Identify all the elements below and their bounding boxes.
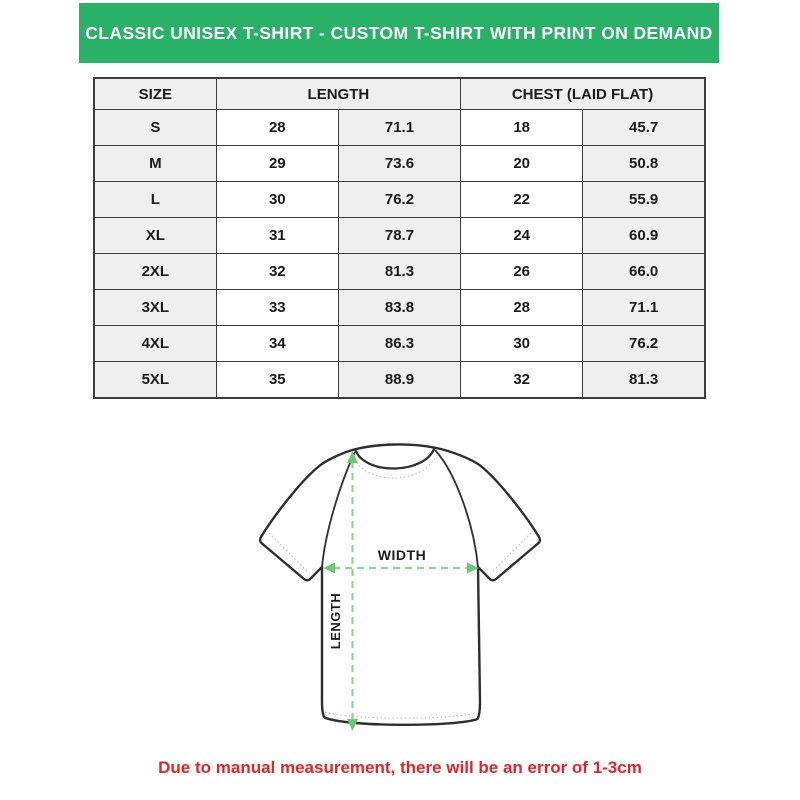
length-in-cell: 33	[216, 290, 338, 326]
table-row	[94, 110, 705, 146]
length-cm-cell: 78.7	[338, 218, 460, 254]
header-row	[94, 78, 705, 110]
length-cm-cell: 76.2	[338, 182, 460, 218]
chest-in-cell: 24	[461, 218, 583, 254]
size-cell: XL	[94, 218, 216, 254]
size-cell: 5XL	[94, 362, 216, 399]
chest-cm-cell: 71.1	[583, 290, 705, 326]
chest-cm-cell: 50.8	[583, 146, 705, 182]
table-row	[94, 218, 705, 254]
table-row	[94, 362, 705, 399]
length-cm-cell: 71.1	[338, 110, 460, 146]
length-in-cell: 35	[216, 362, 338, 399]
chest-in-cell: 30	[461, 326, 583, 362]
col-header-chest: CHEST (LAID FLAT)	[461, 78, 705, 110]
size-cell: S	[94, 110, 216, 146]
size-cell: 3XL	[94, 290, 216, 326]
table-row	[94, 290, 705, 326]
length-in-cell: 31	[216, 218, 338, 254]
chest-in-cell: 28	[461, 290, 583, 326]
tshirt-outline-icon	[250, 433, 550, 748]
product-title: CLASSIC UNISEX T-SHIRT - CUSTOM T-SHIRT WITH PRINT ON DEMAND	[85, 22, 713, 43]
length-cm-cell: 88.9	[338, 362, 460, 399]
product-title-banner	[79, 3, 719, 63]
chest-in-cell: 18	[461, 110, 583, 146]
length-label: LENGTH	[328, 592, 343, 650]
length-cm-cell: 81.3	[338, 254, 460, 290]
table-row	[94, 254, 705, 290]
tshirt-diagram	[250, 433, 550, 748]
length-cm-cell: 73.6	[338, 146, 460, 182]
chest-cm-cell: 60.9	[583, 218, 705, 254]
size-chart-table	[93, 77, 706, 399]
length-cm-cell: 86.3	[338, 326, 460, 362]
size-cell: M	[94, 146, 216, 182]
chest-cm-cell: 81.3	[583, 362, 705, 399]
length-in-cell: 34	[216, 326, 338, 362]
table-row	[94, 182, 705, 218]
length-in-cell: 29	[216, 146, 338, 182]
table-row	[94, 146, 705, 182]
size-cell: L	[94, 182, 216, 218]
measurement-note: Due to manual measurement, there will be an error of 1-3cm	[158, 758, 642, 777]
chest-cm-cell: 66.0	[583, 254, 705, 290]
size-cell: 4XL	[94, 326, 216, 362]
length-in-cell: 32	[216, 254, 338, 290]
table-row	[94, 326, 705, 362]
chest-in-cell: 20	[461, 146, 583, 182]
chest-in-cell: 26	[461, 254, 583, 290]
size-cell: 2XL	[94, 254, 216, 290]
col-header-size: SIZE	[94, 78, 216, 110]
length-in-cell: 30	[216, 182, 338, 218]
size-chart	[93, 77, 706, 399]
width-label: WIDTH	[377, 547, 427, 563]
chest-cm-cell: 45.7	[583, 110, 705, 146]
chest-in-cell: 22	[461, 182, 583, 218]
chest-cm-cell: 55.9	[583, 182, 705, 218]
chest-cm-cell: 76.2	[583, 326, 705, 362]
length-cm-cell: 83.8	[338, 290, 460, 326]
tshirt-body-outline	[260, 444, 540, 724]
length-in-cell: 28	[216, 110, 338, 146]
col-header-length: LENGTH	[216, 78, 460, 110]
chest-in-cell: 32	[461, 362, 583, 399]
